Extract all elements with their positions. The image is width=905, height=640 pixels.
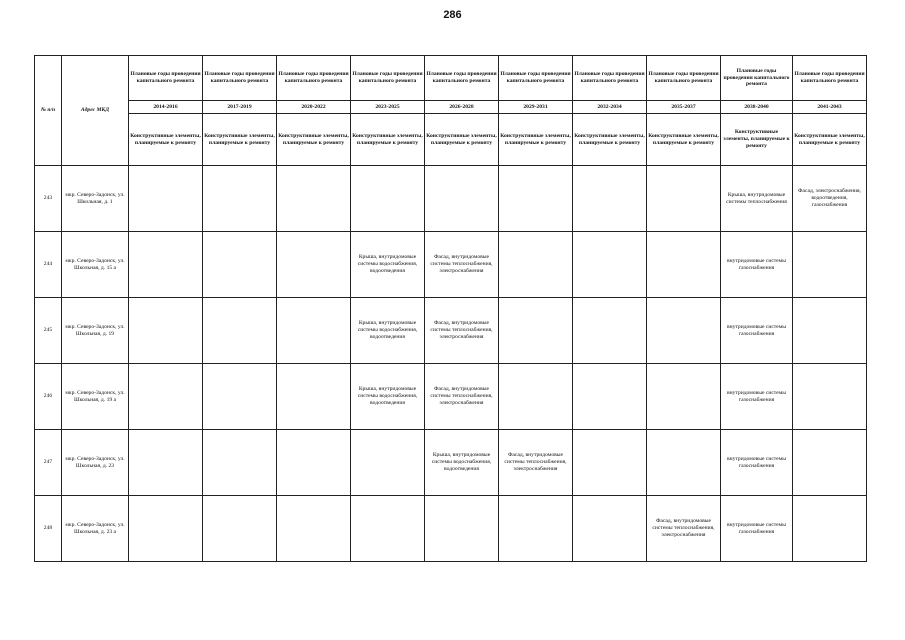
header-elements: Конструктивные элементы, планируемые к ремонту bbox=[647, 114, 721, 166]
row-address: мкр. Северо-Задонск, ул. Школьная, д. 19 bbox=[62, 298, 129, 364]
table-cell bbox=[573, 496, 647, 562]
table-row bbox=[35, 496, 867, 562]
row-number: 248 bbox=[35, 496, 62, 562]
table-cell: внутридомовые системы газоснабжения bbox=[721, 496, 793, 562]
table-cell bbox=[277, 364, 351, 430]
table-cell bbox=[573, 364, 647, 430]
table-cell bbox=[277, 496, 351, 562]
table-cell bbox=[793, 496, 867, 562]
table-cell bbox=[647, 298, 721, 364]
table-cell bbox=[203, 364, 277, 430]
table-cell bbox=[277, 232, 351, 298]
header-elements: Конструктивные элементы, планируемые к ремонту bbox=[721, 114, 793, 166]
table-cell: Фасад, внутридомовые системы теплоснабжения, электроснабжения bbox=[425, 364, 499, 430]
table-cell bbox=[573, 166, 647, 232]
table-cell: Крыша, внутридомовые системы водоснабжения, водоотведения bbox=[351, 364, 425, 430]
table-cell: Фасад, электроснабжения, водоотведения, газоснабжения bbox=[793, 166, 867, 232]
table-row bbox=[35, 364, 867, 430]
table-cell: внутридомовые системы газоснабжения bbox=[721, 364, 793, 430]
table-cell bbox=[793, 298, 867, 364]
header-period-label: Плановые годы проведения капитального ремонта bbox=[793, 56, 867, 101]
header-elements: Конструктивные элементы, планируемые к ремонту bbox=[203, 114, 277, 166]
header-period-label: Плановые годы проведения капитального ремонта bbox=[351, 56, 425, 101]
header-period-label: Плановые годы проведения капитального ремонта bbox=[721, 56, 793, 101]
header-year: 2035-2037 bbox=[647, 101, 721, 114]
row-number: 244 bbox=[35, 232, 62, 298]
row-number: 246 bbox=[35, 364, 62, 430]
header-elements: Конструктивные элементы, планируемые к ремонту bbox=[351, 114, 425, 166]
table-cell bbox=[129, 232, 203, 298]
header-elements: Конструктивные элементы, планируемые к ремонту bbox=[277, 114, 351, 166]
header-year: 2029-2031 bbox=[499, 101, 573, 114]
header-year: 2041-2043 bbox=[793, 101, 867, 114]
table-cell bbox=[647, 232, 721, 298]
header-year: 2026-2028 bbox=[425, 101, 499, 114]
header-year: 2023-2025 bbox=[351, 101, 425, 114]
table-cell: Крыша, внутридомовые системы водоснабжения, водоотведения bbox=[425, 430, 499, 496]
capital-repair-table bbox=[34, 55, 867, 562]
table-cell bbox=[573, 232, 647, 298]
header-elements: Конструктивные элементы, планируемые к ремонту bbox=[499, 114, 573, 166]
header-num: № п/п bbox=[35, 56, 62, 166]
table-cell: внутридомовые системы газоснабжения bbox=[721, 298, 793, 364]
table-cell bbox=[793, 364, 867, 430]
table-cell bbox=[129, 298, 203, 364]
header-period-label: Плановые годы проведения капитального ремонта bbox=[129, 56, 203, 101]
table-cell bbox=[203, 232, 277, 298]
table-cell bbox=[573, 430, 647, 496]
page-number: 286 bbox=[443, 9, 462, 21]
table-cell: Фасад, внутридомовые системы теплоснабжения, электроснабжения bbox=[425, 232, 499, 298]
table-cell bbox=[499, 232, 573, 298]
table-cell bbox=[425, 166, 499, 232]
row-number: 247 bbox=[35, 430, 62, 496]
table-cell bbox=[499, 496, 573, 562]
header-elements: Конструктивные элементы, планируемые к ремонту bbox=[793, 114, 867, 166]
row-number: 245 bbox=[35, 298, 62, 364]
table-cell bbox=[351, 496, 425, 562]
table-cell bbox=[203, 496, 277, 562]
header-elements: Конструктивные элементы, планируемые к ремонту bbox=[573, 114, 647, 166]
table-cell bbox=[277, 430, 351, 496]
table-cell bbox=[129, 430, 203, 496]
table-cell bbox=[277, 166, 351, 232]
table-cell: Фасад, внутридомовые системы теплоснабжения, электроснабжения bbox=[425, 298, 499, 364]
table-row bbox=[35, 298, 867, 364]
table-cell bbox=[499, 166, 573, 232]
table-cell bbox=[129, 364, 203, 430]
table-cell bbox=[647, 166, 721, 232]
table-cell bbox=[351, 166, 425, 232]
table-cell: Крыша, внутридомовые системы теплоснабжения bbox=[721, 166, 793, 232]
header-period-label: Плановые годы проведения капитального ремонта bbox=[647, 56, 721, 101]
header-year: 2032-2034 bbox=[573, 101, 647, 114]
header-year: 2014-2016 bbox=[129, 101, 203, 114]
row-address: мкр. Северо-Задонск, ул. Школьная, д. 23 bbox=[62, 430, 129, 496]
table-row bbox=[35, 232, 867, 298]
table-cell bbox=[793, 232, 867, 298]
table-cell: внутридомовые системы газоснабжения bbox=[721, 430, 793, 496]
table-row bbox=[35, 430, 867, 496]
table-cell bbox=[277, 298, 351, 364]
table-cell: Фасад, внутридомовые системы теплоснабжения, электроснабжения bbox=[499, 430, 573, 496]
table-row bbox=[35, 166, 867, 232]
header-year: 2020-2022 bbox=[277, 101, 351, 114]
header-period-label: Плановые годы проведения капитального ремонта bbox=[277, 56, 351, 101]
table-cell bbox=[351, 430, 425, 496]
table-cell bbox=[425, 496, 499, 562]
header-period-label: Плановые годы проведения капитального ремонта bbox=[573, 56, 647, 101]
header-year: 2017-2019 bbox=[203, 101, 277, 114]
table-cell bbox=[499, 364, 573, 430]
row-address: мкр. Северо-Задонск, ул. Школьная, д. 23 а bbox=[62, 496, 129, 562]
header-period-label: Плановые годы проведения капитального ремонта bbox=[203, 56, 277, 101]
table-cell bbox=[129, 496, 203, 562]
row-address: мкр. Северо-Задонск, ул. Школьная, д. 1 bbox=[62, 166, 129, 232]
table-cell bbox=[203, 430, 277, 496]
table-cell bbox=[573, 298, 647, 364]
table-cell bbox=[647, 364, 721, 430]
row-number: 243 bbox=[35, 166, 62, 232]
row-address: мкр. Северо-Задонск, ул. Школьная, д. 15 а bbox=[62, 232, 129, 298]
header-period-label: Плановые годы проведения капитального ремонта bbox=[499, 56, 573, 101]
header-year: 2038-2040 bbox=[721, 101, 793, 114]
table-cell: Крыша, внутридомовые системы водоснабжения, водоотведения bbox=[351, 298, 425, 364]
table-cell bbox=[203, 166, 277, 232]
table-cell bbox=[793, 430, 867, 496]
table-cell bbox=[129, 166, 203, 232]
table-cell bbox=[647, 430, 721, 496]
row-address: мкр. Северо-Задонск, ул. Школьная, д. 19 а bbox=[62, 364, 129, 430]
header-elements: Конструктивные элементы, планируемые к ремонту bbox=[425, 114, 499, 166]
table-cell: Фасад, внутридомовые системы теплоснабжения, электроснабжения bbox=[647, 496, 721, 562]
table-cell bbox=[499, 298, 573, 364]
table-cell: Крыша, внутридомовые системы водоснабжения, водоотведения bbox=[351, 232, 425, 298]
header-address: Адрес МКД bbox=[62, 56, 129, 166]
table-cell: внутридомовые системы газоснабжения bbox=[721, 232, 793, 298]
table-cell bbox=[203, 298, 277, 364]
header-period-label: Плановые годы проведения капитального ремонта bbox=[425, 56, 499, 101]
header-elements: Конструктивные элементы, планируемые к ремонту bbox=[129, 114, 203, 166]
